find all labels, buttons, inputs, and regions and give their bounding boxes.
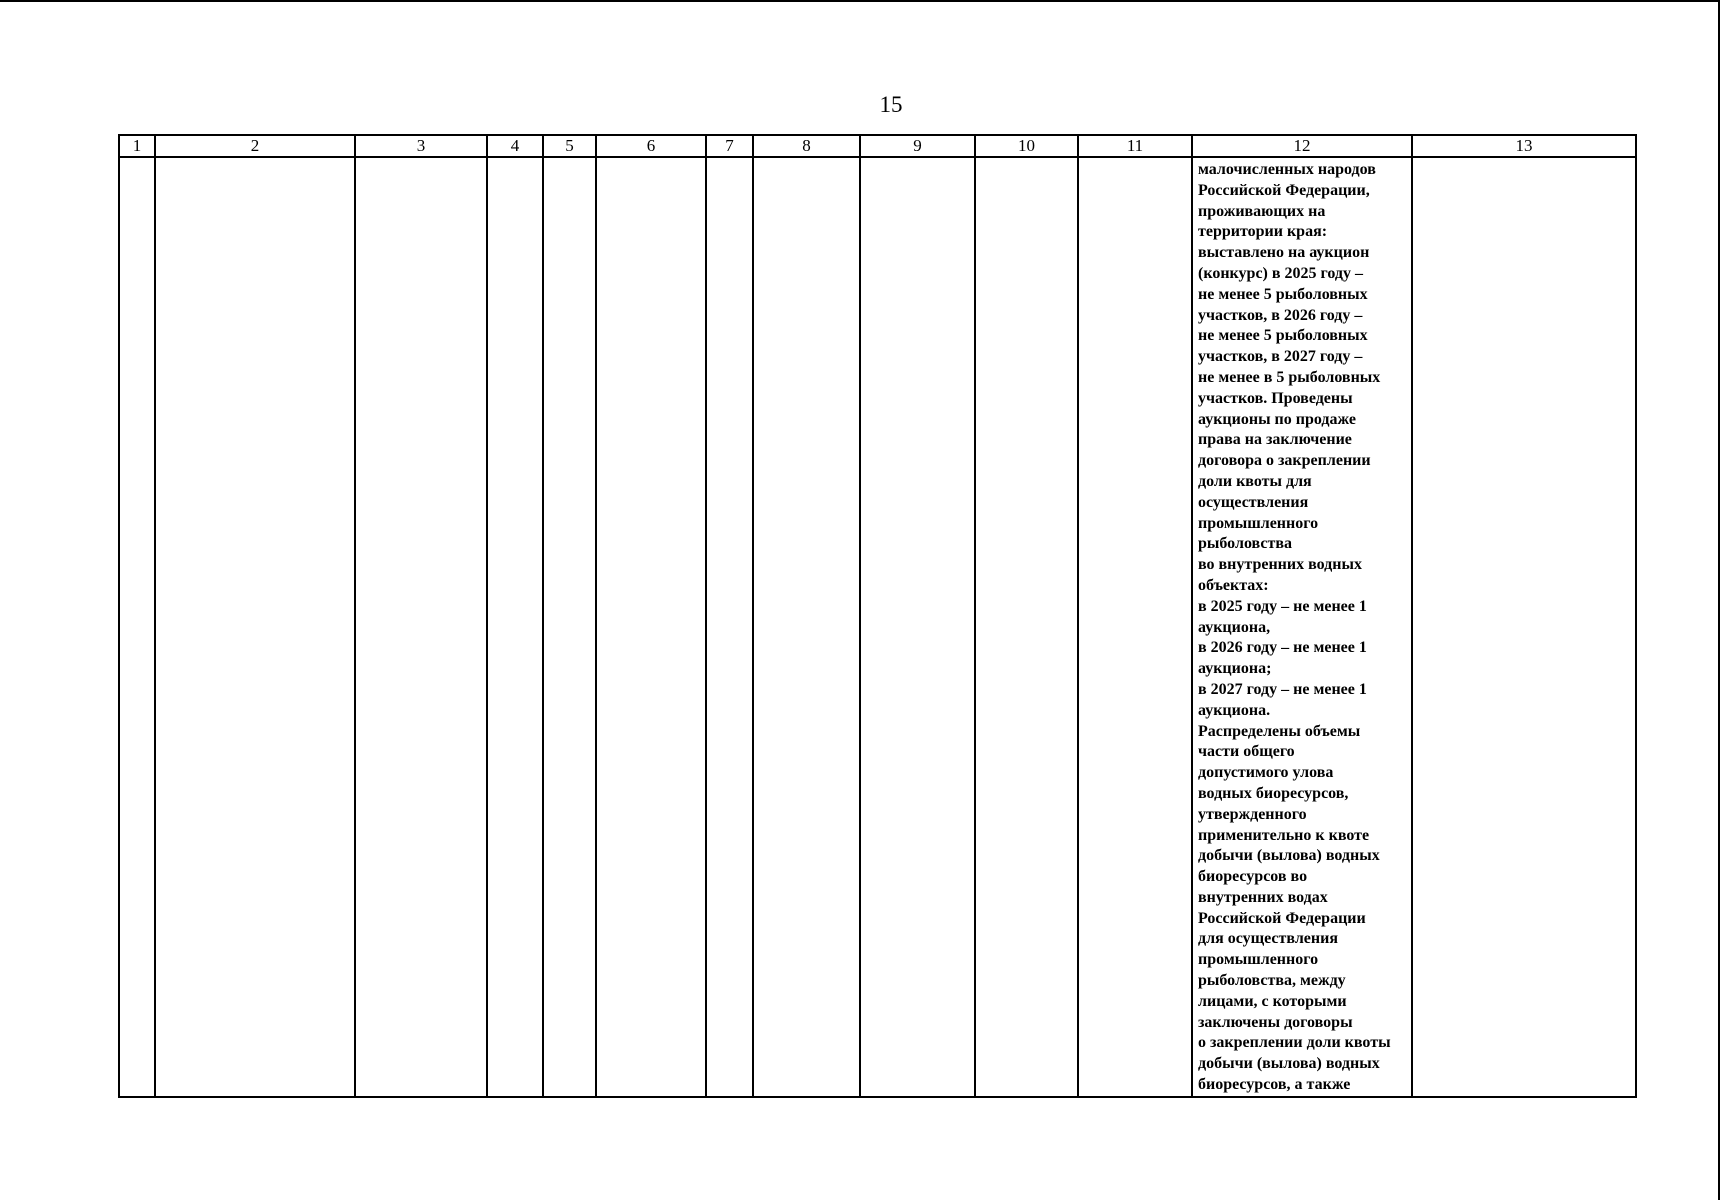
table-cell: [543, 157, 596, 1097]
cell-text: [544, 158, 595, 160]
table-cell: [1412, 157, 1636, 1097]
cell-text: [156, 158, 354, 160]
table-cell: [355, 157, 487, 1097]
table-cell: [753, 157, 860, 1097]
column-header: 4: [487, 135, 543, 157]
page-top-edge: [0, 0, 1720, 2]
table-cell: [975, 157, 1078, 1097]
column-header: 5: [543, 135, 596, 157]
cell-text: [488, 158, 542, 160]
column-header: 2: [155, 135, 355, 157]
column-header: 6: [596, 135, 706, 157]
table-cell: [596, 157, 706, 1097]
table-cell: [487, 157, 543, 1097]
cell-text: [120, 158, 154, 160]
cell-text: [707, 158, 752, 160]
table-row: [119, 157, 1636, 1097]
table-cell: [1192, 157, 1412, 1097]
cell-text-column-12: малочисленных народов Российской Федерации, проживающих на территории края: выставлено на аукцион (конкурс) в 2025 году – не менее 5 рыболовных участков, в 2026 году – не менее 5 рыболовных участков, в 2027 году – не менее в 5 рыболовных участков. Проведены аукционы по продаже права на заключение договора о закреплении доли квоты для осуществления промышленного рыболовства во внутренних водных объектах: в 2025 году – не менее 1 аукциона, в 2026 году – не менее 1 аукциона; в 2027 году – не менее 1 аукциона. Распределены объемы части общего допустимого улова водных биоресурсов, утвержденного применительно к квоте добычи (вылова) водных биоресурсов во внутренних водах Российской Федерации для осуществления промышленного рыболовства, между лицами, с которыми заключены договоры о закреплении доли квоты добычи (вылова) водных биоресурсов, а также: [1198, 161, 1391, 1094]
column-header: 7: [706, 135, 753, 157]
column-header: 11: [1078, 135, 1192, 157]
table-cell: [1078, 157, 1192, 1097]
column-header: 9: [860, 135, 975, 157]
table-cell: [860, 157, 975, 1097]
column-header: 12: [1192, 135, 1412, 157]
data-table: [118, 134, 1637, 1098]
column-header: 13: [1412, 135, 1636, 157]
cell-text: [861, 158, 974, 160]
header-row: [119, 135, 1636, 157]
table-cell: [119, 157, 155, 1097]
column-header: 8: [753, 135, 860, 157]
cell-text: [976, 158, 1077, 160]
column-header: 3: [355, 135, 487, 157]
page-number: 15: [879, 92, 903, 117]
cell-text: [597, 158, 705, 160]
column-header: 1: [119, 135, 155, 157]
cell-text: [754, 158, 859, 160]
column-header: 10: [975, 135, 1078, 157]
cell-text: [1079, 158, 1191, 160]
table-cell: [706, 157, 753, 1097]
cell-text: [1413, 158, 1635, 160]
table-cell: [155, 157, 355, 1097]
cell-text: [356, 158, 486, 160]
